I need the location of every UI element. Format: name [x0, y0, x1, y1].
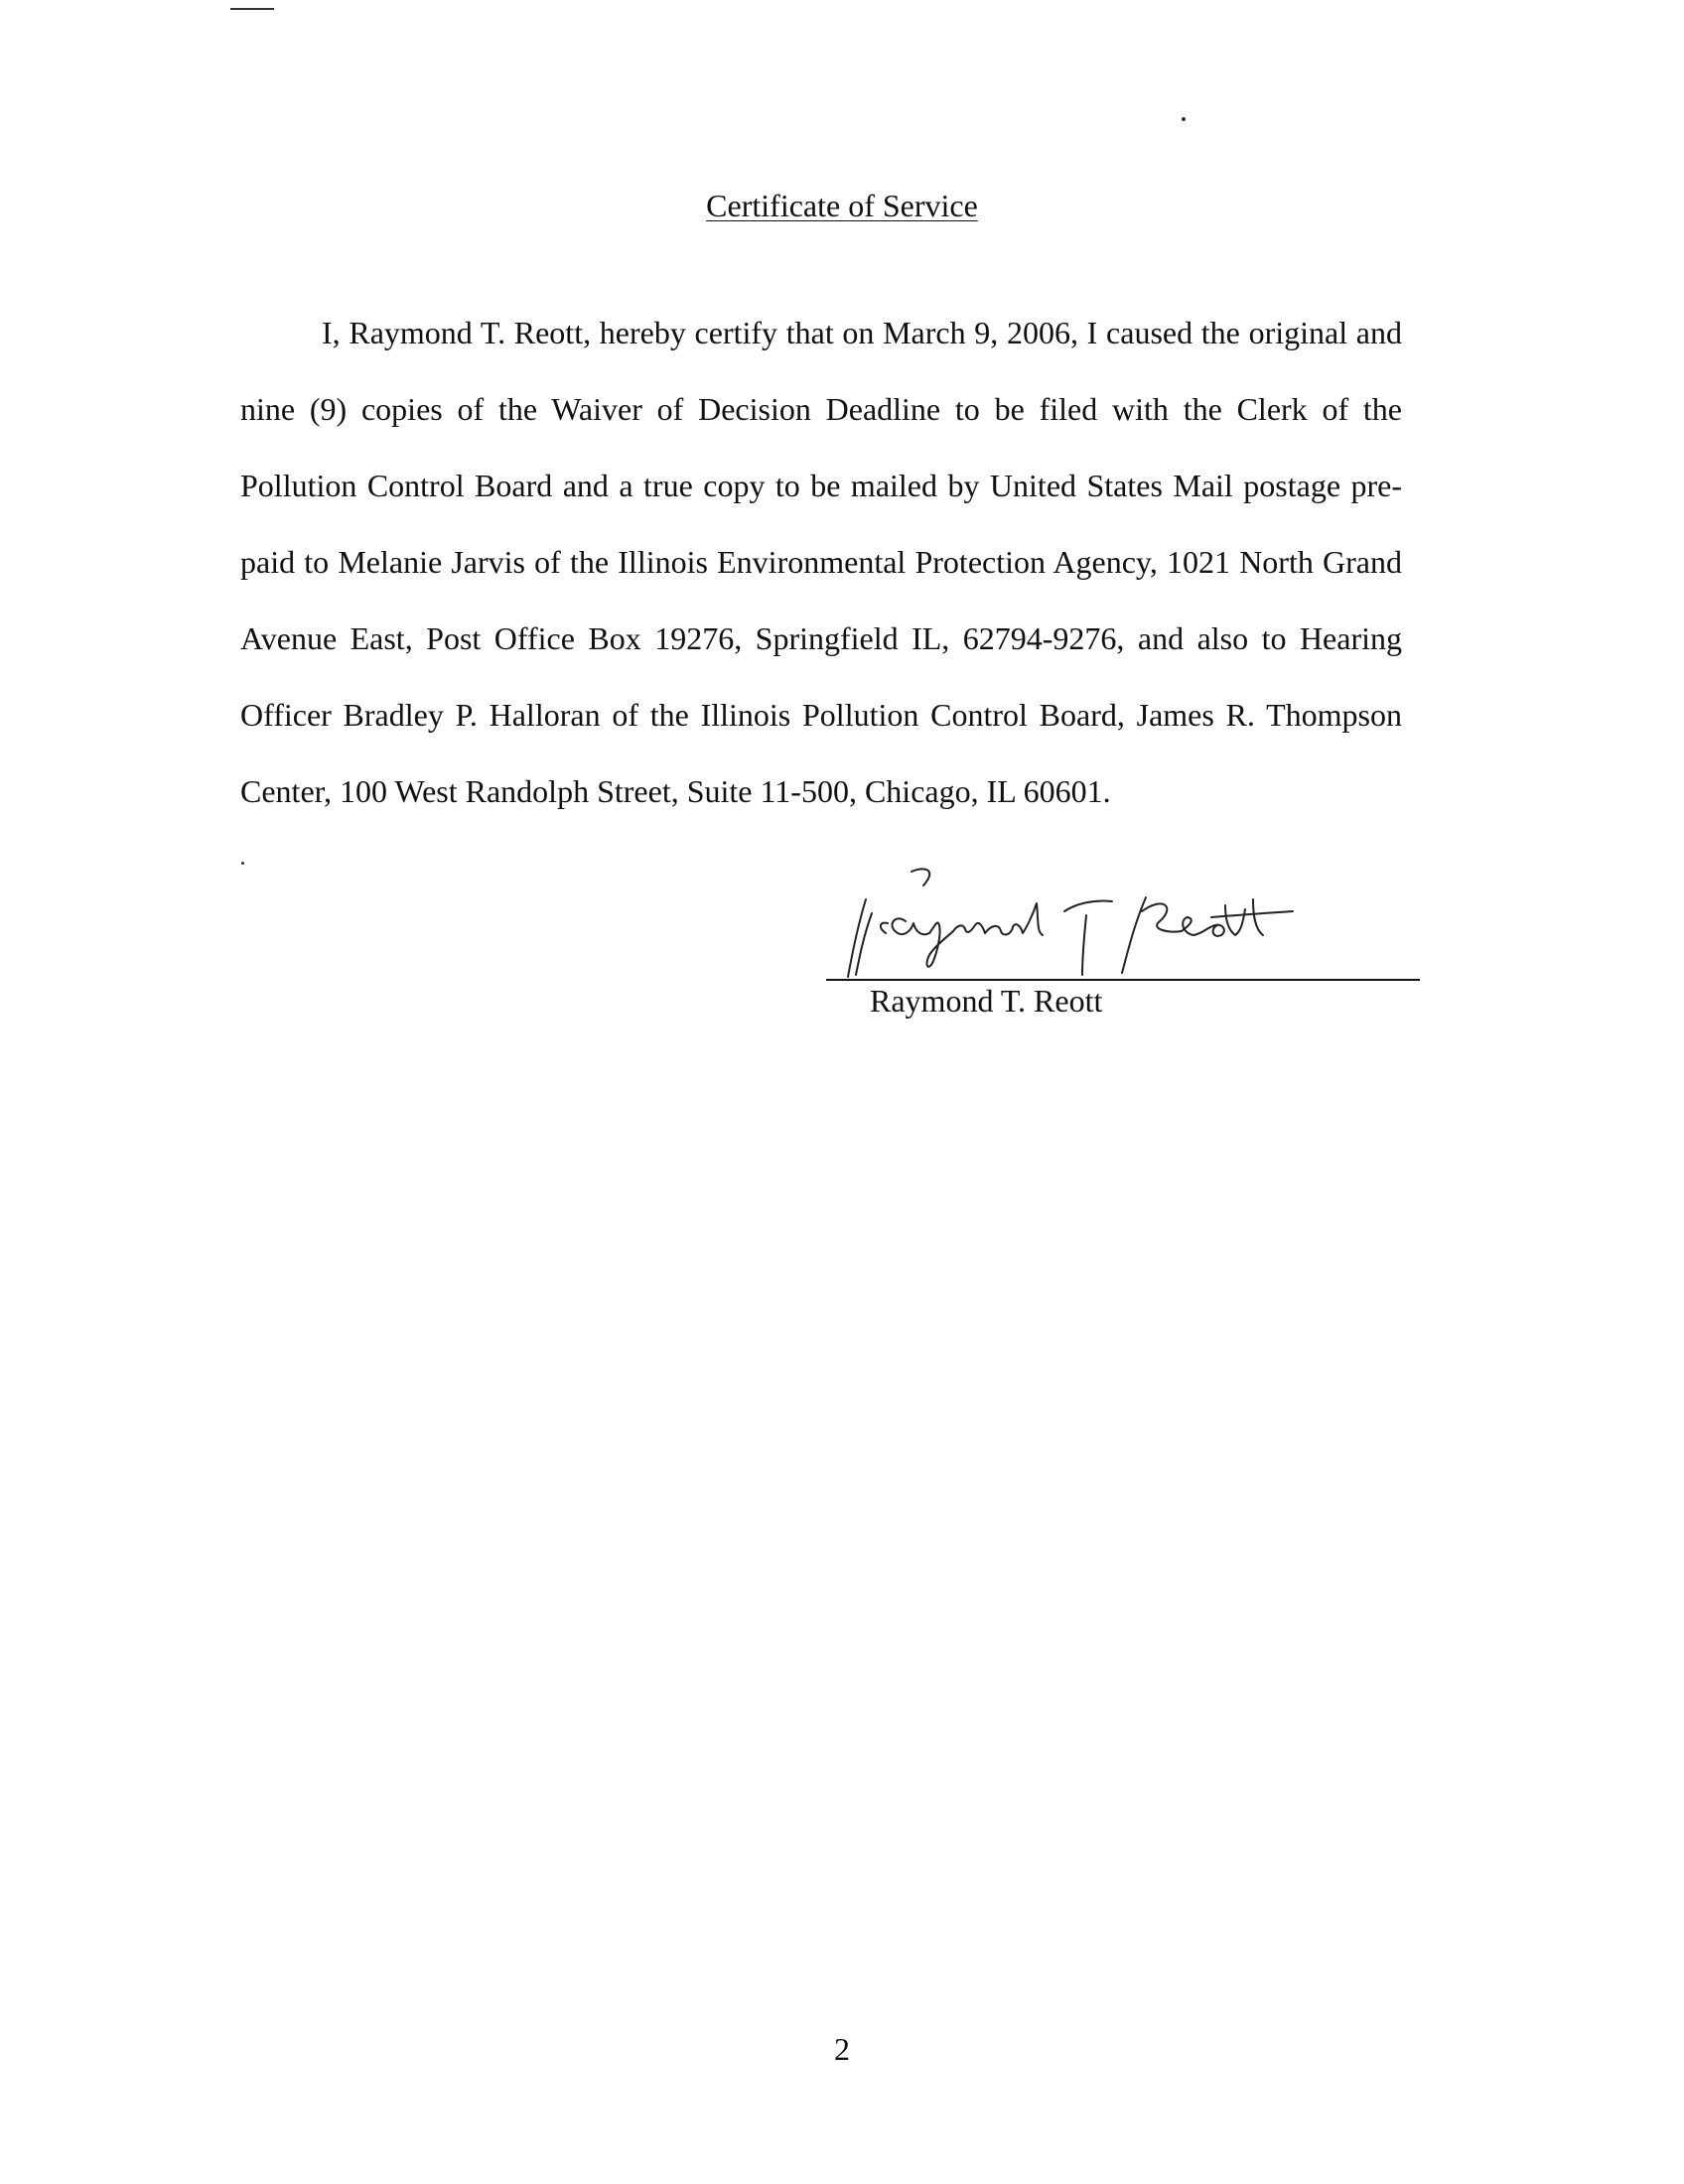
scan-mark-top-left — [230, 8, 274, 10]
certificate-body: I, Raymond T. Reott, hereby certify that on March 9, 2006, I caused the original and nine (9) copies of the Waiver of Decision Deadline to be filed with the Clerk of the Pollution Control Board and a true copy to be mailed by United States Mail postage pre-paid to Melanie Jarvis of the Illinois Environmental Protection Agency, 1021 North Grand Avenue East, Post Office Box 19276, Springfield IL, 62794-9276, and also to Hearing Officer Bradley P. Halloran of the Illinois Pollution Control Board, James R. Thompson Center, 100 West Randolph Street, Suite 11-500, Chicago, IL 60601. — [240, 315, 1402, 809]
signature-block — [826, 856, 1420, 1024]
signature-line — [826, 979, 1420, 981]
scan-mark-dot-2 — [241, 862, 244, 865]
page-title: Certificate of Service — [706, 188, 978, 223]
signer-name: Raymond T. Reott — [870, 983, 1103, 1019]
handwritten-signature — [826, 856, 1420, 979]
scan-mark-dot-1 — [1182, 117, 1186, 121]
page-number: 2 — [834, 2031, 850, 2067]
